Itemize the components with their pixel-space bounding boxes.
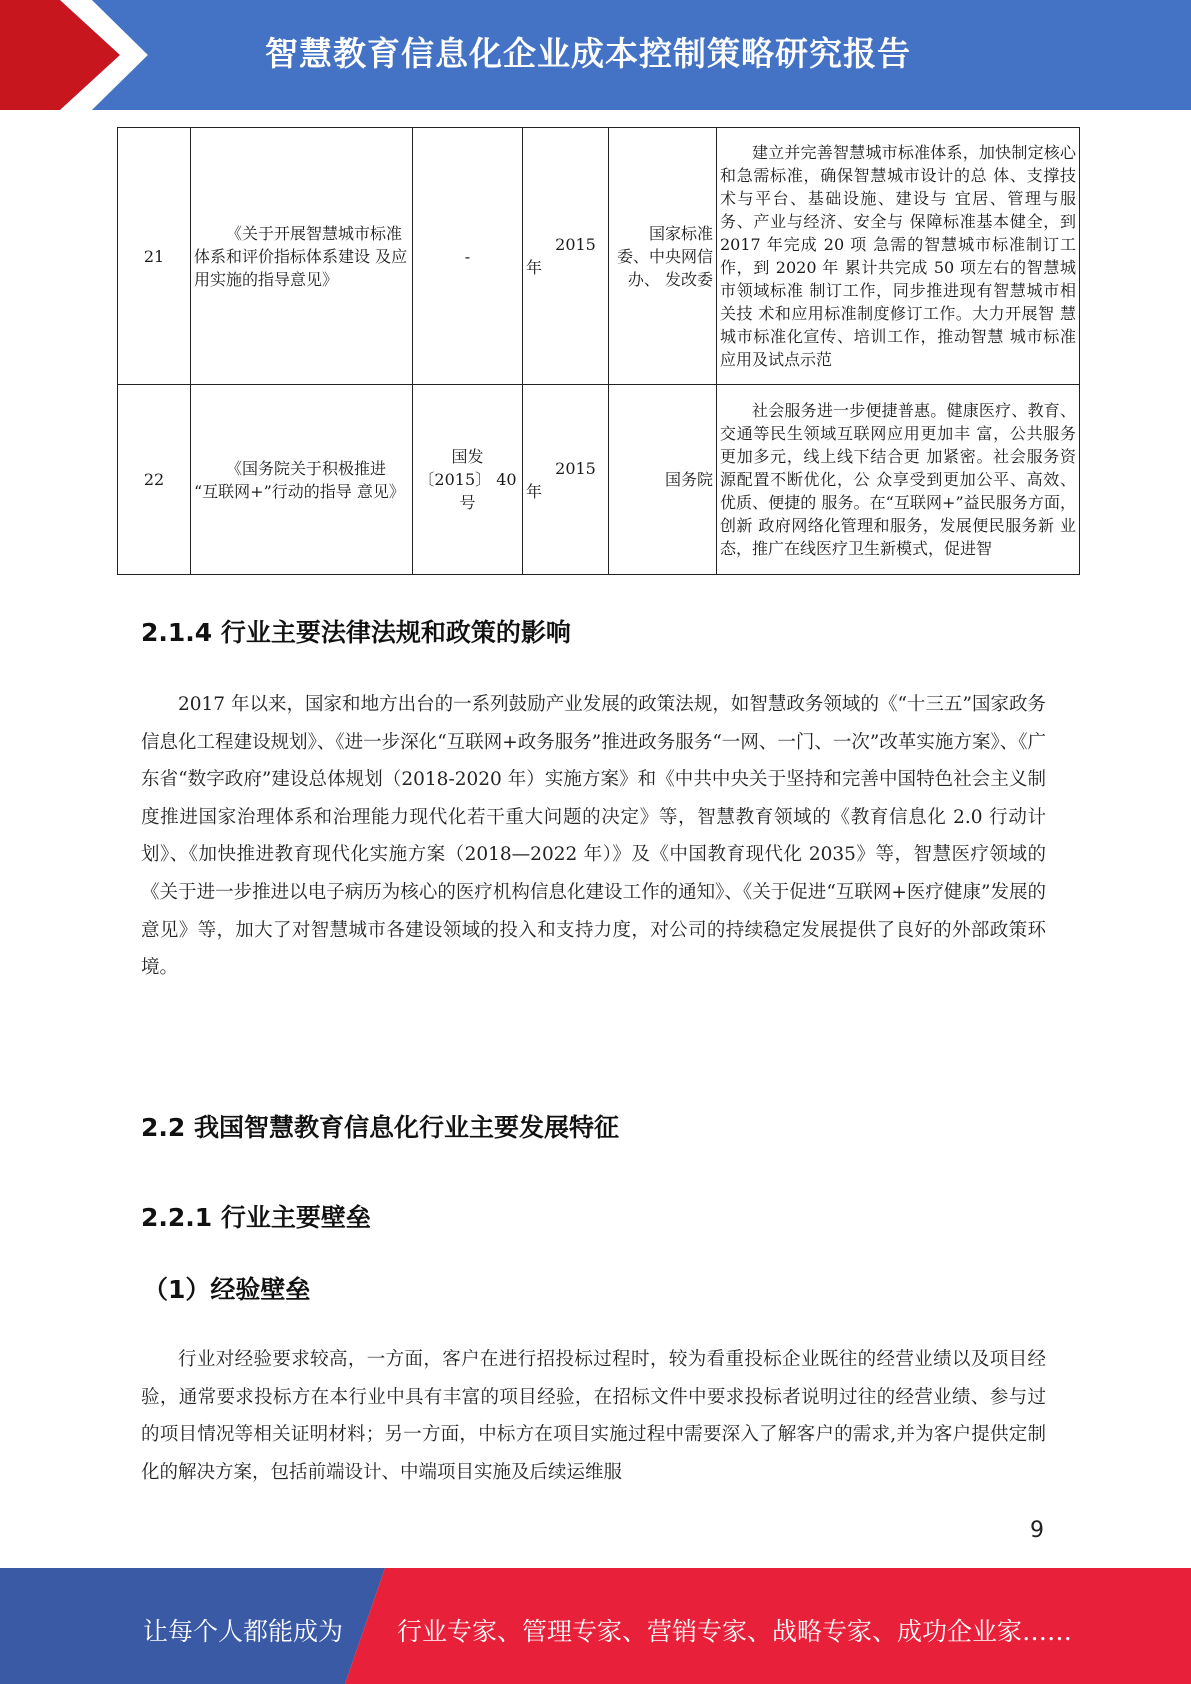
year-unit: 年	[526, 481, 543, 501]
policy-content: 建立并完善智慧城市标准体系，加快制定核心和急需标准，确保智慧城市设计的总 体、支撑技术与平台、基础设施、建设与 宜居、管理与服务、产业与经济、安全与 保障标准基本健全，到 2017 年完成 20 项 急需的智慧城市标准制订工作，到 2020 年 累计共完成 50 项左右的智慧城市领域标准 制订工作，同步推进现有智慧城市相关技 术和应用标准制度修订工作。大力开展智 慧城市标准化宣传、培训工作，推动智慧 城市标准应用及试点示范	[717, 128, 1080, 385]
policy-name-cell	[191, 385, 413, 575]
policy-name-cell	[191, 128, 413, 385]
policy-content: 社会服务进一步便捷普惠。健康医疗、教育、交通等民生领域互联网应用更加丰 富，公共服务更加多元，线上线下结合更 加紧密。社会服务资源配置不断优化，公 众享受到更加公平、高效、优质、便捷的 服务。在“互联网+”益民服务方面，创新 政府网络化管理和服务，发展便民服务新 业态，推广在线医疗卫生新模式，促进智	[717, 385, 1080, 575]
year-cell	[523, 128, 609, 385]
subsection-paragraph-experience-barrier: 行业对经验要求较高，一方面，客户在进行招投标过程时，较为看重投标企业既往的经营业绩以及项目经验，通常要求投标方在本行业中具有丰富的项目经验，在招标文件中要求投标者说明过往的经营业绩、参与过的项目情况等相关证明材料；另一方面，中标方在项目实施过程中需要深入了解客户的需求,并为客户提供定制化的解决方案，包括前端设计、中端项目实施及后续运维服	[141, 1349, 1046, 1483]
page-number: 9	[1030, 1518, 1044, 1543]
year-cell	[523, 385, 609, 575]
page-header	[0, 0, 1191, 110]
row-index: 22	[118, 385, 191, 575]
section-heading-2-1-4: 2.1.4 行业主要法律法规和政策的影响	[141, 618, 571, 647]
year-value: 2015	[555, 235, 596, 254]
section-heading-2-2: 2.2 我国智慧教育信息化行业主要发展特征	[141, 1113, 619, 1142]
issuing-authority: 国家标准 委、中央网信办、 发改委	[609, 128, 717, 385]
report-title: 智慧教育信息化企业成本控制策略研究报告	[265, 34, 911, 73]
subsection-heading-experience-barrier: （1）经验壁垒	[143, 1275, 311, 1304]
document-number: 国发 〔2015〕 40 号	[413, 385, 523, 575]
section-paragraph-2-1-4: 2017 年以来，国家和地方出台的一系列鼓励产业发展的政策法规，如智慧政务领域的《“十三五”国家政务信息化工程建设规划》、《进一步深化“互联网+政务服务”推进政务服务“一网、一门、一次”改革实施方案》、《广东省“数字政府”建设总体规划（2018-2020 年）实施方案》和《中共中央关于坚持和完善中国特色社会主义制度推进国家治理体系和治理能力现代化若干重大问题的决定》等，智慧教育领域的《教育信息化 2.0 行动计划》、《加快推进教育现代化实施方案（2018—2022 年）》及《中国教育现代化 2035》等，智慧医疗领域的《关于进一步推进以电子病历为核心的医疗机构信息化建设工作的通知》、《关于促进“互联网+医疗健康”发展的意见》等，加大了对智慧城市各建设领域的投入和支持力度，对公司的持续稳定发展提供了良好的外部政策环境。	[141, 694, 1046, 979]
section-heading-2-2-1: 2.2.1 行业主要壁垒	[141, 1203, 371, 1232]
footer-slogan-right: 行业专家、管理专家、营销专家、战略专家、成功企业家……	[397, 1617, 1073, 1646]
policy-table	[117, 127, 1080, 575]
policy-name: 《国务院关于积极推进 “互联网+”行动的指导 意见》	[194, 458, 405, 501]
year-unit: 年	[526, 258, 543, 277]
year-value: 2015	[555, 458, 596, 478]
policy-name: 《关于开展智慧城市标准 体系和评价指标体系建设 及应用实施的指导意见》	[194, 223, 408, 289]
page-footer	[0, 1568, 1191, 1684]
table-row	[118, 385, 1080, 575]
row-index: 21	[118, 128, 191, 385]
issuing-authority: 国务院	[609, 385, 717, 575]
footer-slogan-left: 让每个人都能成为	[143, 1617, 344, 1646]
table-row	[118, 128, 1080, 385]
document-number: -	[413, 128, 523, 385]
